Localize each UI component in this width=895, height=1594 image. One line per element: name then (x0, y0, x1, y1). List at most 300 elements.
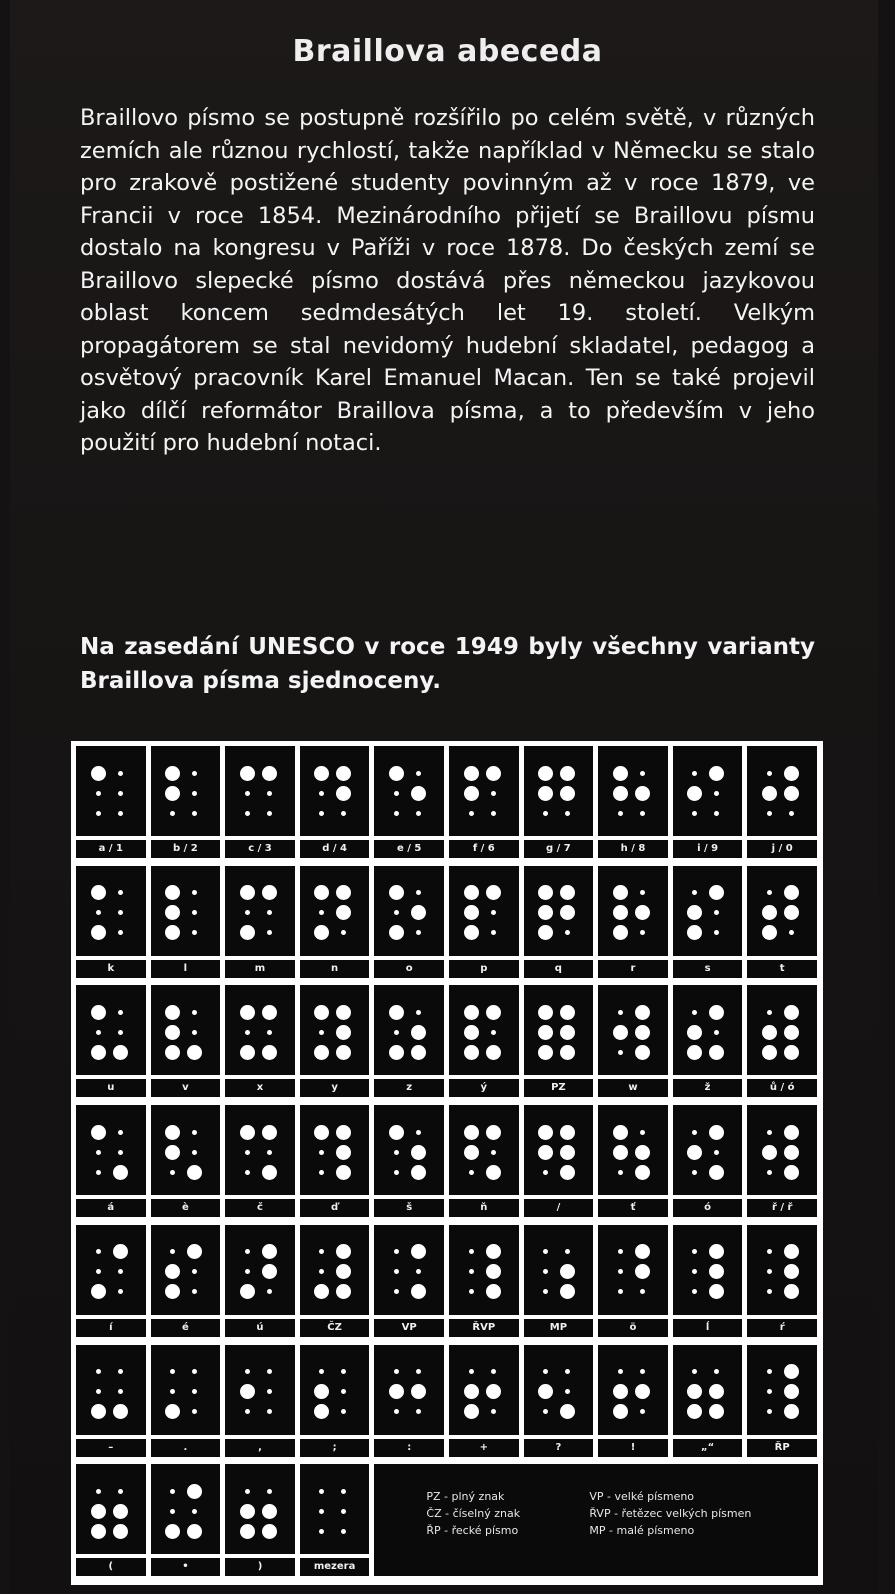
flat-dot (692, 1130, 697, 1135)
braille-cell (747, 866, 817, 956)
raised-dot (486, 1005, 501, 1020)
flat-dot (565, 1369, 570, 1374)
raised-dot (165, 1005, 180, 1020)
flat-dot (640, 1409, 645, 1414)
braille-cell (151, 985, 221, 1075)
raised-dot (336, 1165, 351, 1180)
raised-dot (784, 1264, 799, 1279)
flat-dot (394, 1249, 399, 1254)
raised-dot (762, 1025, 777, 1040)
raised-dot (538, 786, 553, 801)
braille-cell-label: z (374, 1079, 444, 1097)
raised-dot (113, 1504, 128, 1519)
raised-dot (784, 1404, 799, 1419)
braille-cell-label: ĺ (673, 1319, 743, 1337)
flat-dot (192, 1289, 197, 1294)
flat-dot (192, 1269, 197, 1274)
braille-cell (374, 985, 444, 1075)
raised-dot (240, 1384, 255, 1399)
braille-cell-label: è (151, 1199, 221, 1217)
raised-dot (762, 1145, 777, 1160)
raised-dot (784, 885, 799, 900)
raised-dot (187, 1524, 202, 1539)
flat-dot (394, 1269, 399, 1274)
flat-dot (767, 1409, 772, 1414)
raised-dot (240, 1125, 255, 1140)
raised-dot (389, 1045, 404, 1060)
raised-dot (262, 1524, 277, 1539)
raised-dot (709, 1005, 724, 1020)
raised-dot (784, 786, 799, 801)
raised-dot (464, 1384, 479, 1399)
raised-dot (91, 1125, 106, 1140)
flat-dot (394, 1409, 399, 1414)
raised-dot (91, 1045, 106, 1060)
flat-dot (692, 1289, 697, 1294)
raised-dot (389, 1005, 404, 1020)
braille-cell (151, 746, 221, 836)
raised-dot (336, 766, 351, 781)
braille-cell (747, 746, 817, 836)
flat-dot (245, 791, 250, 796)
raised-dot (240, 1504, 255, 1519)
raised-dot (784, 1244, 799, 1259)
raised-dot (336, 1264, 351, 1279)
flat-dot (118, 1030, 123, 1035)
flat-dot (118, 1010, 123, 1015)
raised-dot (389, 766, 404, 781)
raised-dot (486, 1284, 501, 1299)
flat-dot (543, 1249, 548, 1254)
flat-dot (118, 1489, 123, 1494)
flat-dot (640, 1369, 645, 1374)
flat-dot (267, 1030, 272, 1035)
raised-dot (314, 1005, 329, 1020)
flat-dot (640, 930, 645, 935)
flat-dot (692, 811, 697, 816)
flat-dot (565, 930, 570, 935)
flat-dot (640, 890, 645, 895)
raised-dot (262, 1264, 277, 1279)
braille-cell (747, 1225, 817, 1315)
braille-cell (225, 985, 295, 1075)
flat-dot (341, 1529, 346, 1534)
braille-cell (673, 1345, 743, 1435)
flat-dot (118, 1150, 123, 1155)
raised-dot (336, 1025, 351, 1040)
legend-item: ŘP - řecké písmo (426, 1524, 519, 1538)
flat-dot (245, 1170, 250, 1175)
flat-dot (245, 811, 250, 816)
raised-dot (411, 786, 426, 801)
flat-dot (96, 811, 101, 816)
flat-dot (640, 1289, 645, 1294)
legend-item: PZ - plný znak (426, 1490, 505, 1504)
raised-dot (635, 1005, 650, 1020)
raised-dot (165, 925, 180, 940)
raised-dot (262, 1045, 277, 1060)
flat-dot (267, 1489, 272, 1494)
raised-dot (613, 1384, 628, 1399)
raised-dot (262, 885, 277, 900)
raised-dot (538, 1384, 553, 1399)
raised-dot (464, 1005, 479, 1020)
braille-cell-label: / (524, 1199, 594, 1217)
raised-dot (187, 1045, 202, 1060)
flat-dot (319, 1269, 324, 1274)
braille-cell-label: ň (449, 1199, 519, 1217)
raised-dot (613, 905, 628, 920)
braille-cell-label: ť (598, 1199, 668, 1217)
flat-dot (192, 1130, 197, 1135)
raised-dot (486, 1244, 501, 1259)
flat-dot (394, 1030, 399, 1035)
flat-dot (118, 1130, 123, 1135)
braille-cell (300, 1345, 370, 1435)
braille-cell-label: ? (524, 1439, 594, 1457)
braille-cell-label: ó (673, 1199, 743, 1217)
raised-dot (464, 885, 479, 900)
raised-dot (486, 1384, 501, 1399)
flat-dot (192, 930, 197, 935)
flat-dot (245, 1369, 250, 1374)
braille-cell (300, 746, 370, 836)
raised-dot (389, 1125, 404, 1140)
flat-dot (170, 811, 175, 816)
raised-dot (314, 885, 329, 900)
braille-cell (524, 1225, 594, 1315)
flat-dot (341, 1389, 346, 1394)
flat-dot (543, 1369, 548, 1374)
flat-dot (192, 1409, 197, 1414)
flat-dot (170, 1509, 175, 1514)
flat-dot (491, 1030, 496, 1035)
raised-dot (262, 1005, 277, 1020)
flat-dot (618, 1050, 623, 1055)
flat-dot (469, 1289, 474, 1294)
flat-dot (245, 1489, 250, 1494)
raised-dot (165, 905, 180, 920)
flat-dot (692, 1010, 697, 1015)
flat-dot (767, 1369, 772, 1374)
raised-dot (262, 1165, 277, 1180)
flat-dot (767, 1289, 772, 1294)
flat-dot (543, 1289, 548, 1294)
raised-dot (464, 1025, 479, 1040)
raised-dot (613, 1025, 628, 1040)
flat-dot (767, 1010, 772, 1015)
braille-cell (374, 1105, 444, 1195)
raised-dot (560, 1404, 575, 1419)
braille-cell (374, 746, 444, 836)
braille-cell-label: • (151, 1558, 221, 1576)
flat-dot (192, 1509, 197, 1514)
raised-dot (538, 905, 553, 920)
raised-dot (709, 766, 724, 781)
raised-dot (538, 1025, 553, 1040)
raised-dot (262, 1125, 277, 1140)
braille-cell (374, 866, 444, 956)
braille-cell-label: ö (598, 1319, 668, 1337)
flat-dot (319, 811, 324, 816)
raised-dot (336, 786, 351, 801)
flat-dot (618, 1269, 623, 1274)
raised-dot (560, 1284, 575, 1299)
braille-cell-label: á (76, 1199, 146, 1217)
flat-dot (469, 811, 474, 816)
braille-cell (598, 1105, 668, 1195)
braille-cell (76, 1464, 146, 1554)
raised-dot (538, 1045, 553, 1060)
braille-cell (374, 1225, 444, 1315)
flat-dot (394, 1150, 399, 1155)
flat-dot (245, 1409, 250, 1414)
flat-dot (543, 1269, 548, 1274)
flat-dot (96, 791, 101, 796)
flat-dot (394, 811, 399, 816)
flat-dot (714, 1030, 719, 1035)
flat-dot (319, 1489, 324, 1494)
raised-dot (538, 925, 553, 940)
flat-dot (618, 1289, 623, 1294)
braille-cell (598, 866, 668, 956)
braille-cell (76, 1225, 146, 1315)
flat-dot (341, 1489, 346, 1494)
braille-cell-label: o (374, 960, 444, 978)
raised-dot (709, 1404, 724, 1419)
raised-dot (165, 1404, 180, 1419)
raised-dot (389, 885, 404, 900)
braille-cell-label: ŕ (747, 1319, 817, 1337)
flat-dot (714, 791, 719, 796)
raised-dot (314, 1125, 329, 1140)
braille-cell-label: m (225, 960, 295, 978)
flat-dot (170, 1389, 175, 1394)
flat-dot (319, 1030, 324, 1035)
raised-dot (91, 885, 106, 900)
raised-dot (560, 1045, 575, 1060)
raised-dot (762, 786, 777, 801)
braille-cell-label: x (225, 1079, 295, 1097)
braille-cell-label: t (747, 960, 817, 978)
raised-dot (613, 885, 628, 900)
raised-dot (486, 1165, 501, 1180)
flat-dot (267, 1389, 272, 1394)
raised-dot (560, 1165, 575, 1180)
raised-dot (486, 1264, 501, 1279)
braille-cell (225, 746, 295, 836)
raised-dot (187, 1165, 202, 1180)
raised-dot (187, 1484, 202, 1499)
braille-cell-label: ; (300, 1439, 370, 1457)
flat-dot (267, 811, 272, 816)
raised-dot (91, 766, 106, 781)
raised-dot (784, 1125, 799, 1140)
flat-dot (469, 1170, 474, 1175)
braille-cell-label: é (151, 1319, 221, 1337)
raised-dot (336, 1284, 351, 1299)
flat-dot (491, 910, 496, 915)
raised-dot (538, 1005, 553, 1020)
flat-dot (491, 1369, 496, 1374)
braille-cell (449, 985, 519, 1075)
legend-item: VP - velké písmeno (589, 1490, 695, 1504)
flat-dot (192, 1030, 197, 1035)
flat-dot (341, 1409, 346, 1414)
legend-item: MP - malé písmeno (589, 1524, 695, 1538)
braille-cell (598, 985, 668, 1075)
braille-cell (151, 1225, 221, 1315)
braille-cell (449, 1105, 519, 1195)
flat-dot (319, 1529, 324, 1534)
flat-dot (170, 1369, 175, 1374)
raised-dot (411, 1284, 426, 1299)
flat-dot (789, 811, 794, 816)
raised-dot (165, 1264, 180, 1279)
braille-cell-label: ý (449, 1079, 519, 1097)
flat-dot (767, 1269, 772, 1274)
raised-dot (784, 1284, 799, 1299)
flat-dot (714, 1150, 719, 1155)
raised-dot (560, 1005, 575, 1020)
braille-cell (225, 1345, 295, 1435)
raised-dot (411, 1165, 426, 1180)
raised-dot (165, 1524, 180, 1539)
unesco-paragraph: Na zasedání UNESCO v roce 1949 byly všechny varianty Braillova písma sjednoceny. (80, 634, 815, 694)
raised-dot (314, 1284, 329, 1299)
raised-dot (784, 1025, 799, 1040)
braille-cell-label: l (151, 960, 221, 978)
flat-dot (341, 811, 346, 816)
raised-dot (314, 1404, 329, 1419)
raised-dot (613, 766, 628, 781)
raised-dot (687, 925, 702, 940)
flat-dot (469, 1269, 474, 1274)
flat-dot (267, 910, 272, 915)
raised-dot (165, 766, 180, 781)
braille-cell-label: ž (673, 1079, 743, 1097)
raised-dot (709, 885, 724, 900)
braille-cell (374, 1345, 444, 1435)
braille-cell-label: a / 1 (76, 840, 146, 858)
raised-dot (538, 766, 553, 781)
raised-dot (687, 905, 702, 920)
flat-dot (245, 1269, 250, 1274)
flat-dot (96, 1030, 101, 1035)
raised-dot (464, 1404, 479, 1419)
flat-dot (192, 1369, 197, 1374)
flat-dot (192, 771, 197, 776)
raised-dot (464, 1125, 479, 1140)
flat-dot (767, 811, 772, 816)
flat-dot (319, 1249, 324, 1254)
braille-cell-label: ú (225, 1319, 295, 1337)
flat-dot (543, 1409, 548, 1414)
braille-cell (76, 1345, 146, 1435)
braille-cell (449, 746, 519, 836)
braille-cell (673, 746, 743, 836)
braille-cell (225, 1464, 295, 1554)
flat-dot (714, 1369, 719, 1374)
raised-dot (262, 1504, 277, 1519)
braille-cell (524, 866, 594, 956)
flat-dot (267, 791, 272, 796)
raised-dot (240, 1045, 255, 1060)
raised-dot (187, 1244, 202, 1259)
raised-dot (762, 905, 777, 920)
braille-cell-label: k (76, 960, 146, 978)
raised-dot (336, 1145, 351, 1160)
flat-dot (118, 1369, 123, 1374)
braille-cell-label: f / 6 (449, 840, 519, 858)
flat-dot (491, 930, 496, 935)
flat-dot (640, 811, 645, 816)
braille-cell (76, 746, 146, 836)
flat-dot (416, 1010, 421, 1015)
raised-dot (336, 1005, 351, 1020)
braille-cell (524, 985, 594, 1075)
flat-dot (565, 811, 570, 816)
raised-dot (560, 1025, 575, 1040)
flat-dot (767, 1130, 772, 1135)
braille-cell-label: VP (374, 1319, 444, 1337)
flat-dot (245, 1150, 250, 1155)
raised-dot (784, 905, 799, 920)
flat-dot (692, 771, 697, 776)
flat-dot (170, 1249, 175, 1254)
flat-dot (96, 1249, 101, 1254)
raised-dot (165, 1045, 180, 1060)
legend-item: ŘVP - řetězec velkých písmen (589, 1507, 752, 1521)
raised-dot (635, 1165, 650, 1180)
raised-dot (560, 1145, 575, 1160)
braille-cell-label: MP (524, 1319, 594, 1337)
braille-cell (747, 985, 817, 1075)
braille-cell-label: g / 7 (524, 840, 594, 858)
raised-dot (91, 1284, 106, 1299)
raised-dot (635, 1244, 650, 1259)
raised-dot (635, 1145, 650, 1160)
flat-dot (543, 1170, 548, 1175)
braille-cell-label: ( (76, 1558, 146, 1576)
flat-dot (245, 910, 250, 915)
braille-cell (225, 1105, 295, 1195)
braille-cell-label: ř / ř (747, 1199, 817, 1217)
flat-dot (319, 910, 324, 915)
flat-dot (96, 1170, 101, 1175)
raised-dot (613, 786, 628, 801)
raised-dot (91, 1005, 106, 1020)
raised-dot (165, 1145, 180, 1160)
raised-dot (411, 1145, 426, 1160)
braille-cell-label: p (449, 960, 519, 978)
braille-cell (524, 1105, 594, 1195)
raised-dot (538, 885, 553, 900)
raised-dot (635, 1384, 650, 1399)
flat-dot (245, 1030, 250, 1035)
flat-dot (118, 1389, 123, 1394)
raised-dot (91, 925, 106, 940)
flat-dot (692, 1269, 697, 1274)
braille-cell-label: ) (225, 1558, 295, 1576)
raised-dot (113, 1165, 128, 1180)
braille-cell (449, 1225, 519, 1315)
flat-dot (692, 1170, 697, 1175)
braille-cell (747, 1105, 817, 1195)
raised-dot (91, 1504, 106, 1519)
flat-dot (118, 791, 123, 796)
braille-cell-label: r (598, 960, 668, 978)
